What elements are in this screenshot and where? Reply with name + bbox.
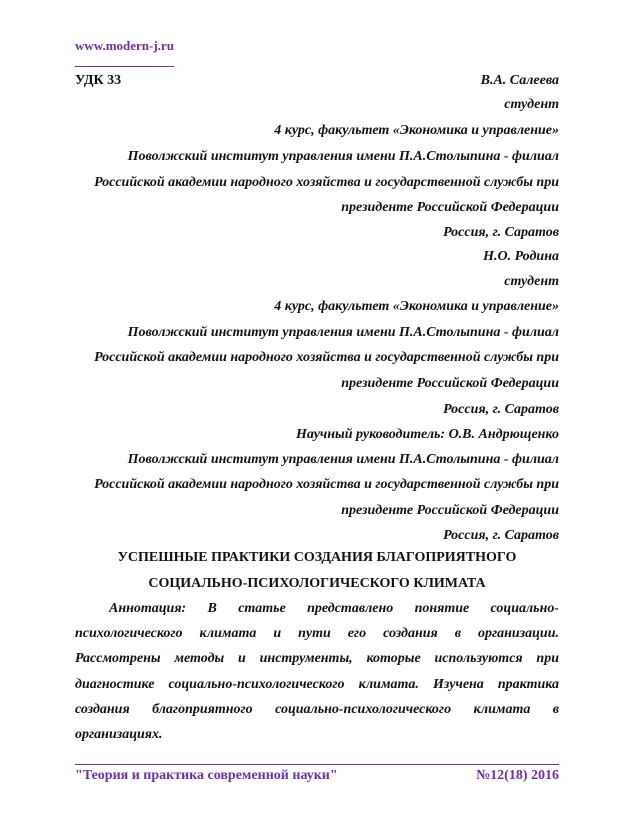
author-line: Научный руководитель: О.В. Андрющенко: [296, 427, 559, 442]
footer-rule: [75, 764, 559, 765]
author-line: студент: [504, 97, 559, 112]
author-line: студент: [504, 274, 559, 289]
abstract-line: диагностике социально-психологического климата. Изучена практика: [75, 677, 559, 692]
udc-code: УДК 33: [75, 73, 122, 88]
author-line: Поволжский институт управления имени П.А.Столыпина - филиал: [127, 149, 559, 164]
author-line: 4 курс, факультет «Экономика и управление»: [274, 299, 559, 314]
site-url[interactable]: www.modern-j.ru: [75, 38, 174, 53]
author-line: президенте Российской Федерации: [341, 376, 559, 391]
author-line: Российской академии народного хозяйства и государственной службы при: [94, 175, 559, 190]
abstract-line: Аннотация: В статье представлено понятие социально-: [109, 601, 559, 616]
author-line: президенте Российской Федерации: [341, 503, 559, 518]
author-line: Россия, г. Саратов: [443, 528, 559, 543]
abstract-line: психологического климата и пути его создания в организации.: [75, 626, 559, 641]
author-line: Поволжский институт управления имени П.А.Столыпина - филиал: [127, 452, 559, 467]
title-line: СОЦИАЛЬНО-ПСИХОЛОГИЧЕСКОГО КЛИМАТА: [148, 576, 486, 591]
abstract-line: Рассмотрены методы и инструменты, которые используются при: [75, 651, 559, 666]
author-line: Н.О. Родина: [483, 249, 559, 264]
author-line: В.А. Салеева: [480, 73, 559, 88]
site-url-underline: [75, 66, 174, 67]
title-line: УСПЕШНЫЕ ПРАКТИКИ СОЗДАНИЯ БЛАГОПРИЯТНОГО: [117, 550, 517, 565]
footer-journal-name: "Теория и практика современной науки": [75, 768, 338, 783]
author-line: Россия, г. Саратов: [443, 225, 559, 240]
author-line: президенте Российской Федерации: [341, 200, 559, 215]
author-line: Поволжский институт управления имени П.А.Столыпина - филиал: [127, 325, 559, 340]
author-line: Российской академии народного хозяйства и государственной службы при: [94, 477, 559, 492]
footer-issue: №12(18) 2016: [476, 768, 559, 783]
abstract-line: организациях.: [75, 727, 163, 742]
author-line: 4 курс, факультет «Экономика и управление»: [274, 123, 559, 138]
abstract-line: создания благоприятного социально-психологического климата в: [75, 702, 559, 717]
author-line: Россия, г. Саратов: [443, 402, 559, 417]
author-line: Российской академии народного хозяйства и государственной службы при: [94, 350, 559, 365]
